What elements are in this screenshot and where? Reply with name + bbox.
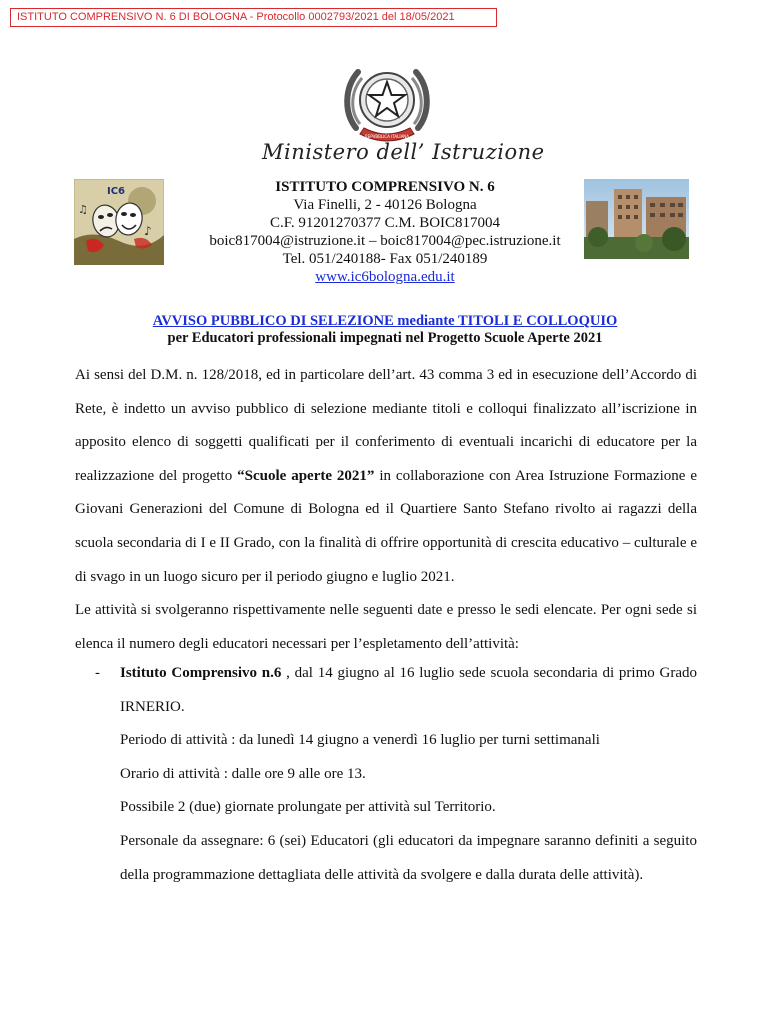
intro-paragraph [75,359,697,594]
list-item-staff: Personale da assegnare: 6 (sei) Educatori (gli educatori da impegnare saranno definiti a seguito della programmazione dettagliata delle attività da svolgere e dalla durata delle attività). [120,832,697,883]
school-address: Via Finelli, 2 - 40126 Bologna [293,197,477,213]
logo-text: IC6 [107,186,126,197]
svg-text:♪: ♪ [144,224,152,238]
italian-republic-emblem-icon [338,58,436,148]
school-website-link[interactable]: www.ic6bologna.edu.it [315,269,455,285]
notice-title-line1: AVVISO PUBBLICO DI SELEZIONE mediante TITOLI E COLLOQUIO [152,313,618,329]
emblem-ribbon-text: REPVBBLICA ITALIANA [364,134,410,139]
list-item-heading [120,657,697,724]
activity-list [95,657,697,892]
intro-text-a: Ai sensi del D.M. n. 128/2018, ed in particolare dell’art. 43 comma 3 ed in esecuzione dell’Accordo di Rete, è indetto un avviso pubblico di selezione mediante titoli e colloqui finalizzato all’iscrizione in apposito elenco di soggetti qualificati per il conferimento di eventuali incarichi di educatore per la realizzazione del progetto [75,367,697,484]
list-item-dates: , dal 14 giugno al 16 luglio sede scuola secondaria di primo Grado IRNERIO. [120,665,697,715]
list-item-extra: Possibile 2 (due) giornate prolungate per attività sul Territorio. [120,799,496,816]
activities-paragraph: Le attività si svolgeranno rispettivamente nelle seguenti date e presso le sedi elencate. Per ogni sede si elenca il numero degli educatori necessari per l’espletamento dell’attività: [75,602,697,652]
list-item [120,657,697,892]
project-name: “Scuole aperte 2021” [237,467,375,484]
svg-text:♫: ♫ [78,203,88,216]
school-emails: boic817004@istruzione.it – boic817004@pec.istruzione.it [209,233,561,249]
school-phones: Tel. 051/240188- Fax 051/240189 [282,251,488,267]
list-item-hours: Orario di attività : dalle ore 9 alle ore 13. [120,765,366,782]
ic6-theatre-masks-logo [74,179,164,265]
list-item-school: Istituto Comprensivo n.6 [120,665,282,681]
school-name: ISTITUTO COMPRENSIVO N. 6 [275,179,495,195]
protocol-stamp: ISTITUTO COMPRENSIVO N. 6 DI BOLOGNA - Protocollo 0002793/2021 del 18/05/2021 [10,8,497,27]
list-item-period: Periodo di attività : da lunedì 14 giugno a venerdì 16 luglio per turni settimanali [120,732,600,749]
school-codes: C.F. 91201270377 C.M. BOIC817004 [269,215,501,231]
notice-title-line2: per Educatori professionali impegnati nel Progetto Scuole Aperte 2021 [167,330,603,346]
notice-body [75,359,697,661]
school-header [160,178,610,286]
list-bullet: - [95,665,100,681]
ministry-title: Ministero dell’ Istruzione [262,140,545,164]
intro-text-b: in collaborazione con Area Istruzione Formazione e Giovani Generazioni del Comune di Bologna ed il Quartiere Santo Stefano rivolto ai ragazzi della scuola secondaria di I e II Grado, con la finalità di offrire opportunità di crescita educativo – culturale e di svago in un luogo sicuro per il periodo giugno e luglio 2021. [75,467,697,585]
notice-title [60,313,710,347]
